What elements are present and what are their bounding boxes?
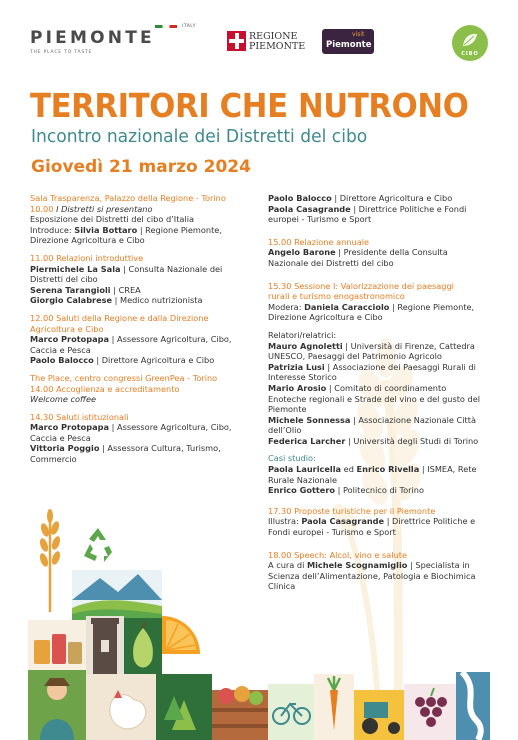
cheese-icon (68, 642, 82, 664)
session-time: 18.00 (268, 549, 292, 560)
speaker-role: | Assessore Agricoltura, Cibo, (109, 422, 232, 433)
grapes-tile (404, 684, 456, 740)
session-title: Accoglienza e accreditamento (56, 383, 180, 394)
speaker-role: Direzione Agricoltura e Cibo (268, 312, 383, 323)
visit-logo-main: Piemonte (326, 40, 372, 50)
role-label: Introduce: (30, 224, 75, 235)
session-block (30, 193, 258, 246)
session-title: Saluti della Regione e dalla Direzione (56, 312, 209, 323)
jars-tile (28, 620, 86, 670)
speaker-role: | Specialista in (407, 560, 470, 571)
speaker-role: Caccia e Pesca (30, 344, 91, 355)
event-title: TERRITORI CHE NUTRONO (30, 86, 469, 125)
speaker-role: | Associazione Nazionale Città (350, 414, 476, 425)
carrot-tile (314, 674, 354, 740)
speaker-role: dell’Olio (268, 425, 302, 436)
speakers-block (268, 330, 490, 447)
session-line: Welcome coffee (30, 394, 97, 405)
session-block (268, 281, 490, 323)
speaker-role: | Assessora Cultura, Turismo, (99, 443, 221, 454)
speaker-name: Michele Sonnessa (268, 414, 351, 425)
farmer-icon (47, 680, 67, 700)
river-icon (462, 672, 481, 740)
session-block (30, 373, 258, 405)
speaker-name: Paola Lauricella (268, 464, 342, 475)
carrot-icon (330, 690, 338, 730)
hen-icon (110, 695, 146, 729)
speaker-name: Mauro Agnoletti (268, 340, 343, 351)
speaker-role: | Presidente della Consulta (335, 247, 448, 258)
case-studies-label: Casi studio: (268, 453, 316, 464)
regione-shield-icon (227, 31, 246, 51)
session-title: I Distretti si presentano (56, 203, 153, 214)
speaker-role: Direzione Agricoltura e Cibo (30, 235, 145, 246)
farmer-tile (28, 670, 86, 740)
speaker-name: Mario Arosio (268, 382, 327, 393)
tractor-icon (364, 702, 388, 718)
session-title: Relazioni introduttive (56, 252, 144, 263)
speaker-name: Angelo Barone (268, 247, 336, 258)
recycle-tile (72, 518, 124, 570)
piemonte-logo-country: ITALY (182, 24, 196, 29)
speaker-role: | Direttore Agricoltura e Cibo (93, 355, 215, 366)
distretti-cibo-logo[interactable] (452, 25, 488, 61)
session-time: 14.30 (30, 411, 54, 422)
session-time: 15.00 (268, 236, 292, 247)
tree-icon (172, 700, 196, 730)
session-block (30, 253, 258, 306)
landscape-tile (72, 570, 162, 622)
visit-logo-small: visit (352, 31, 365, 38)
grapes-icon (415, 697, 447, 727)
piemonte-logo-tagline: THE PLACE TO TASTE (30, 50, 93, 55)
piemonte-logo-wordmark: PIEMONTE (30, 28, 155, 48)
program-right-column (268, 193, 490, 599)
role-label: Modera: (268, 301, 305, 312)
speaker-role: | CREA (110, 284, 141, 295)
speaker-name: Vittoria Poggio (30, 443, 100, 454)
speaker-name: Paolo Balocco (30, 355, 94, 366)
program-left-column (30, 193, 258, 472)
session-block (30, 313, 258, 366)
speaker-name: Marco Protopapa (30, 422, 110, 433)
speaker-role: Caccia e Pesca (30, 432, 91, 443)
italian-flag-icon (155, 25, 177, 28)
session-title: Speech: Alcol, vino e salute (294, 549, 408, 560)
leaf-icon (461, 32, 479, 48)
speaker-name: Silvia Bottaro (74, 224, 138, 235)
orange-slice-icon (162, 616, 200, 654)
speaker-role: | Assessore Agricoltura, Cibo, (109, 334, 232, 345)
speakers-label: Relatori/relatrici: (268, 329, 337, 340)
session-time: 12.00 (30, 312, 54, 323)
session-title: rurali e turismo enogastronomico (268, 291, 405, 302)
speaker-role: | Direttrice Politiche e (384, 516, 476, 527)
event-subtitle: Incontro nazionale dei Distretti del cibo (31, 126, 368, 147)
venue-label: The Place, centro congressi GreenPea - Torino (30, 372, 218, 383)
hen-tile (86, 674, 156, 740)
tower-icon (93, 622, 117, 674)
cibo-logo-text: CIBO (461, 51, 479, 57)
session-time: 10.00 (30, 203, 54, 214)
speaker-role: | Regione Piemonte, (137, 224, 222, 235)
session-title: Saluti istituzionali (56, 411, 129, 422)
tower-tile (86, 616, 124, 674)
speaker-role: Interesse Storico (268, 372, 337, 383)
session-line: Esposizione dei Distretti del cibo d’Italia (30, 214, 194, 225)
session-block (268, 550, 490, 592)
speaker-role: | Consulta Nazionale dei (120, 263, 223, 274)
bike-tile (268, 684, 314, 740)
session-time: 11.00 (30, 252, 54, 263)
speaker-role: Commercio (30, 454, 77, 465)
role-label: A cura di (268, 560, 307, 571)
trees-tile (156, 674, 212, 740)
speaker-name: Marco Protopapa (30, 334, 110, 345)
speaker-name: Michele Scognamiglio (306, 560, 408, 571)
wheat-icon (38, 509, 61, 612)
piemonte-logo[interactable] (30, 24, 196, 55)
session-block (268, 506, 490, 538)
speaker-role: Nazionale dei Distretti del cibo (268, 257, 394, 268)
session-time: 15.30 (268, 280, 292, 291)
speaker-role: | Medico nutrizionista (112, 295, 203, 306)
session-title: Agricoltura e Cibo (30, 323, 104, 334)
speaker-role: | Regione Piemonte, (389, 301, 475, 312)
regione-logo-line1: REGIONE (249, 31, 298, 42)
speaker-role: | Comitato di coordinamento (326, 382, 447, 393)
speaker-name: Daniela Caracciolo (304, 301, 390, 312)
jar-icon (34, 640, 50, 664)
apple-icon (218, 688, 234, 704)
speaker-role: | Direttrice Politiche e Fondi (350, 203, 467, 214)
speaker-name: Enrico Rivella (356, 464, 420, 475)
speaker-role: | Associazione dei Paesaggi Rurali di (324, 361, 476, 372)
session-title: Relazione annuale (294, 236, 370, 247)
speaker-role: Rurale Nazionale (268, 474, 338, 485)
speaker-role: europei - Turismo e Sport (268, 214, 372, 225)
role-label: Illustra: (268, 516, 302, 527)
speaker-name: Paola Casagrande (268, 203, 351, 214)
event-date: Giovedì 21 marzo 2024 (31, 157, 251, 177)
session-time: 17.30 (268, 505, 292, 516)
speaker-role: Fondi europei - Turismo e Sport (268, 527, 396, 538)
speaker-role: | Università degli Studi di Torino (345, 435, 479, 446)
speaker-name: Paolo Balocco (268, 193, 332, 203)
speaker-name: Paola Casagrande (301, 516, 385, 527)
speaker-role: | Politecnico di Torino (334, 485, 425, 496)
speaker-name: Federica Larcher (268, 435, 346, 446)
bottle-icon (52, 634, 66, 664)
crate-tile (212, 690, 268, 740)
speaker-name: Serena Tarangioli (30, 284, 111, 295)
speaker-name: Piermichele La Sala (30, 263, 121, 274)
speaker-role: | Università di Firenze, Cattedra (342, 340, 475, 351)
connector-text: ed (341, 464, 357, 475)
session-block (268, 237, 490, 269)
pear-tile (124, 618, 162, 674)
speaker-role: Scienza dell’Alimentazione, Patologia e Biochimica (268, 570, 476, 581)
session-block (268, 193, 490, 225)
visit-piemonte-logo[interactable] (322, 29, 374, 54)
speaker-name: Giorgio Calabrese (30, 295, 113, 306)
bicycle-icon (273, 708, 289, 724)
speaker-role: | Direttore Agricoltura e Cibo (331, 193, 453, 203)
session-block (30, 412, 258, 465)
case-studies-block (268, 453, 490, 495)
regione-logo-line2: PIEMONTE (249, 41, 306, 52)
venue-label: Sala Trasparenza, Palazzo della Regione - Torino (30, 193, 226, 203)
speaker-role: UNESCO, Paesaggi del Patrimonio Agricolo (268, 351, 442, 362)
tractor-tile (354, 690, 404, 740)
river-tile (456, 672, 490, 740)
session-title: Proposte turistiche per il Piemonte (294, 505, 436, 516)
session-time: 14.00 (30, 383, 54, 394)
speaker-role: Piemonte (268, 404, 307, 415)
speaker-name: Enrico Gottero (268, 485, 335, 496)
speaker-name: Patrizia Lusi (268, 361, 325, 372)
speaker-role: Clinica (268, 581, 296, 592)
speaker-role: Distretti del cibo (30, 274, 98, 285)
pear-icon (133, 628, 153, 668)
session-title: Sessione I: Valorizzazione dei paesaggi (294, 280, 454, 291)
speaker-role: | ISMEA, Rete (419, 464, 477, 475)
speaker-role: Enoteche regionali e Strade del vino e del gusto del (268, 393, 481, 404)
recycle-icon (84, 528, 112, 562)
